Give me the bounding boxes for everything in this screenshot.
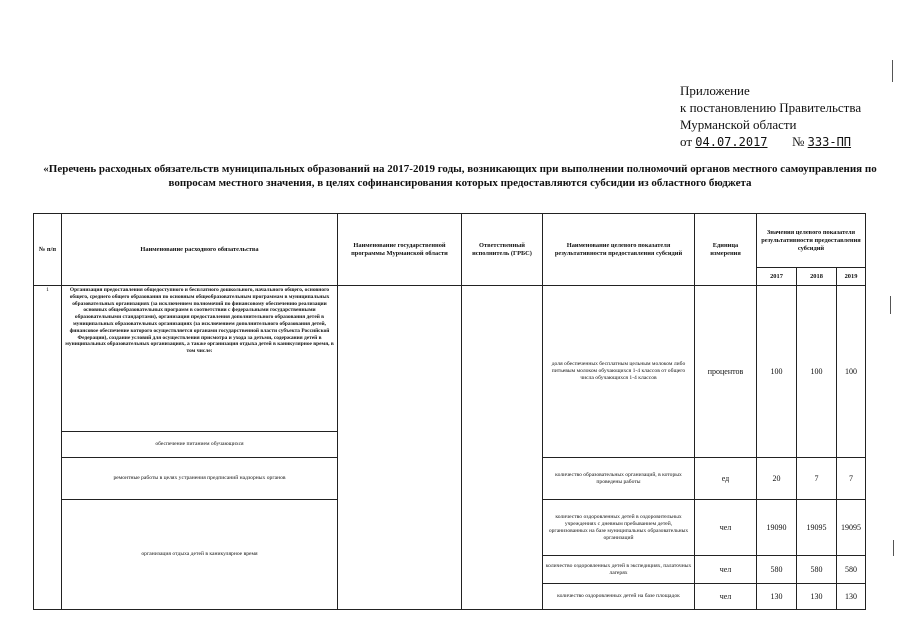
unit-rest-camps: чел [695,500,757,556]
value-rest-expeditions-2019: 580 [837,556,866,584]
header-year-2018: 2018 [797,268,837,286]
date-prefix: от [680,134,693,149]
value-repair-2017: 20 [757,458,797,500]
value-milk-2019: 100 [837,286,866,458]
value-repair-2018: 7 [797,458,837,500]
header-executor: Ответственный исполнитель (ГРБС) [462,214,543,286]
value-rest-sites-2019: 130 [837,584,866,610]
document-number: 333-ПП [807,135,852,149]
header-program: Наименование государственной программы Мурманской области [338,214,462,286]
unit-rest-expeditions: чел [695,556,757,584]
appendix-line-1: Приложение [680,83,750,98]
indicator-repair: количество образовательных организаций, в которых проведены работы [543,458,695,500]
header-number: № п/п [34,214,62,286]
unit-milk: процентов [695,286,757,458]
obligation-repair: ремонтные работы в целях устранения предписаний надзорных органов [62,458,338,500]
value-rest-expeditions-2018: 580 [797,556,837,584]
value-rest-camps-2017: 19090 [757,500,797,556]
scan-mark [890,296,891,314]
unit-repair: ед [695,458,757,500]
value-milk-2018: 100 [797,286,837,458]
document-title: «Перечень расходных обязательств муниципальных образований на 2017-2019 годы, возникающих при выполнении полномочий органов местного самоуправления по вопросам местного значения, в целях софинансирования которых предоставляются субсидии из областного бюджета [43,163,877,189]
appendix-line-2: к постановлению Правительства [680,100,862,115]
obligations-table [33,213,866,610]
header-obligation: Наименование расходного обязательства [62,214,338,286]
header-year-2017: 2017 [757,268,797,286]
program-cell [338,286,462,610]
value-rest-sites-2018: 130 [797,584,837,610]
value-rest-camps-2018: 19095 [797,500,837,556]
obligation-food: обеспечение питанием обучающихся [62,432,338,458]
scan-mark [893,540,894,556]
value-rest-sites-2017: 130 [757,584,797,610]
value-repair-2019: 7 [837,458,866,500]
appendix-line-3: Мурманской области [680,117,797,132]
obligation-main: Организация предоставления общедоступного и бесплатного дошкольного, начального общего, основного общего, среднего общего образования по основным общеобразовательным программам в муниципальных образовательных организациях (за исключением полномочий по финансовому обеспечению реализации основных общеобразовательных программ в соответствии с федеральными государственными образовательными стандартами), организация предоставления дополнительного образования детей в муниципальных образовательных организациях (за исключением дополнительного образования детей, финансовое обеспечение которого осуществляется органами государственной власти субъекта Российской Федерации), создание условий для осуществления присмотра и ухода за детьми, содержания детей в муниципальных образовательных организациях, а также организация отдыха детей в каникулярное время, в том числе: [62,286,338,432]
value-milk-2017: 100 [757,286,797,458]
document-date: 04.07.2017 [695,135,768,149]
header-unit: Единица измерения [695,214,757,286]
row-number: 1 [34,286,62,610]
appendix-block [680,82,861,151]
appendix-date-row [680,133,861,151]
header-values: Значения целевого показателя результативности предоставления субсидий [757,214,866,268]
indicator-milk: доля обеспеченных бесплатным цельным молоком либо питьевым молоком обучающихся 1-4 классов от общего числа обучающихся 1-4 классов [543,286,695,458]
number-prefix: № [792,134,805,149]
indicator-rest-camps: количество оздоровленных детей в оздоровительных учреждениях с дневным пребыванием детей, организованных на базе муниципальных образовательных организаций [543,500,695,556]
obligation-rest: организация отдыха детей в каникулярное время [62,500,338,610]
scan-mark [892,60,893,82]
header-indicator: Наименование целевого показателя результативности предоставления субсидий [543,214,695,286]
unit-rest-sites: чел [695,584,757,610]
value-rest-expeditions-2017: 580 [757,556,797,584]
indicator-rest-expeditions: количество оздоровленных детей в экспедициях, палаточных лагерях [543,556,695,584]
value-rest-camps-2019: 19095 [837,500,866,556]
indicator-rest-sites: количество оздоровленных детей на базе площадок [543,584,695,610]
executor-cell [462,286,543,610]
header-year-2019: 2019 [837,268,866,286]
